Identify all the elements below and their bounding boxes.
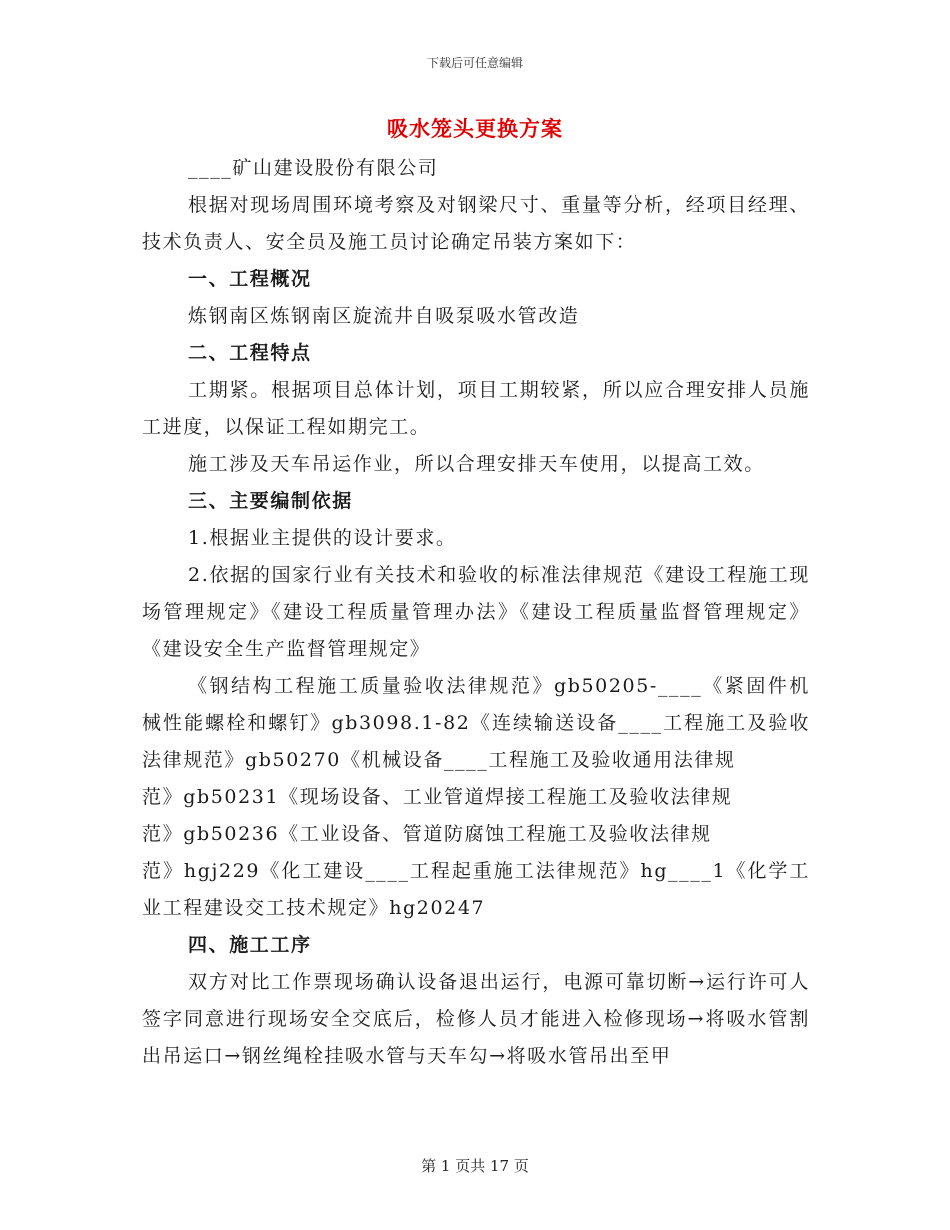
intro-paragraph: 根据对现场周围环境考察及对钢梁尺寸、重量等分析，经项目经理、技术负责人、安全员及施工员讨论确定吊装方案如下： [142,194,810,253]
section-heading-3: 三、主要编制依据 [188,490,353,512]
company-line: ____矿山建设股份有限公司 [188,157,439,179]
section-2-paragraph-a: 工期紧。根据项目总体计划，项目工期较紧，所以应合理安排人员施工进度，以保证工程如期完工。 [142,379,810,438]
section-3-item-1: 1.根据业主提供的设计要求。 [188,527,457,549]
section-2-paragraph-b: 施工涉及天车吊运作业，所以合理安排天车使用，以提高工效。 [188,453,765,475]
section-heading-1: 一、工程概况 [188,268,312,290]
section-3-standards-1: 《钢结构工程施工质量验收法律规范》gb50205-____《紧固件机械性能螺栓和螺钉》gb3098.1-82《连续输送设备____工程施工及验收法律规范》gb50270《机械设备____工程施工及验收通用法律规 [142,675,810,771]
section-heading-4: 四、施工工序 [188,934,312,956]
section-1-paragraph: 炼钢南区炼钢南区旋流井自吸泵吸水管改造 [188,305,580,327]
section-4-paragraph: 双方对比工作票现场确认设备退出运行，电源可靠切断→运行许可人签字同意进行现场安全交底后，检修人员才能进入检修现场→将吸水管割出吊运口→钢丝绳栓挂吸水管与天车勾→将吸水管吊出至甲 [142,971,810,1067]
document-body [142,150,810,1075]
page-number: 第 1 页共 17 页 [421,1157,529,1175]
section-heading-2: 二、工程特点 [188,342,312,364]
document-title: 吸水笼头更换方案 [387,116,563,141]
section-3-standards-4: 范》hgj229《化工建设____工程起重施工法律规范》hg____1《化学工业工程建设交工技术规定》hg20247 [142,860,810,919]
section-3-standards-2: 范》gb50231《现场设备、工业管道焊接工程施工及验收法律规 [142,786,733,808]
page-header-note: 下载后可任意编辑 [426,56,523,70]
section-3-item-2: 2.依据的国家行业有关技术和验收的标准法律规范《建设工程施工现场管理规定》《建设工程质量管理办法》《建设工程质量监督管理规定》《建设安全生产监督管理规定》 [142,564,810,660]
section-3-standards-3: 范》gb50236《工业设备、管道防腐蚀工程施工及验收法律规 [142,823,712,845]
